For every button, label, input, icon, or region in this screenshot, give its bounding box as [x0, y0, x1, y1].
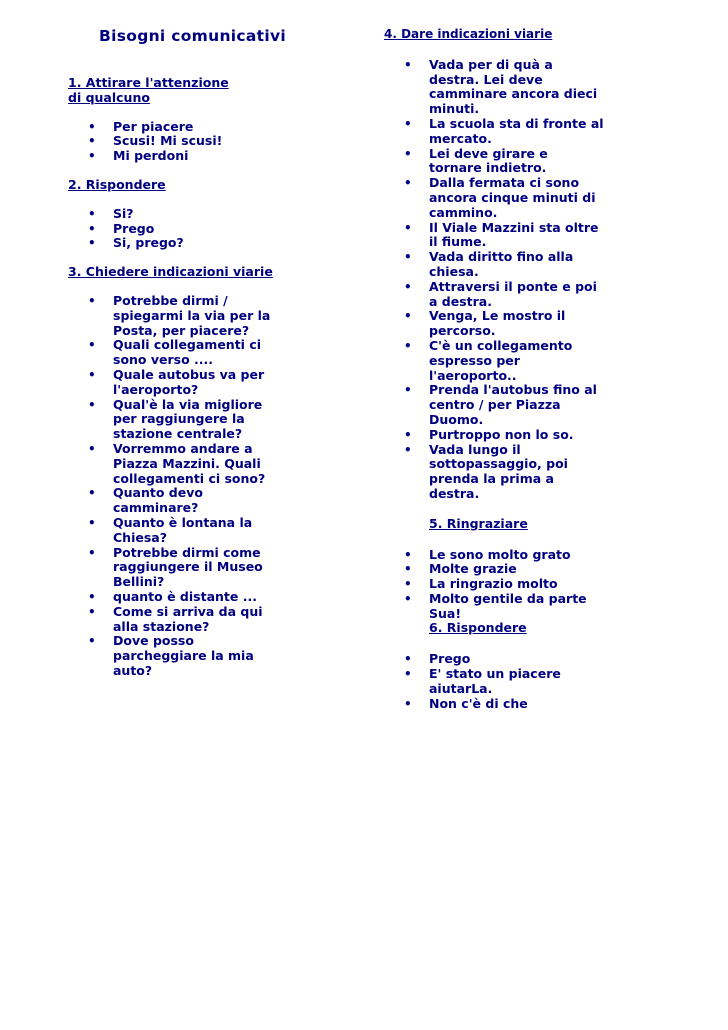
section-list-5 [384, 548, 614, 622]
list-item: • Il Viale Mazzini sta oltre il fiume. [384, 221, 604, 251]
list-item: • Prego [68, 222, 283, 237]
list-item: • Le sono molto grato [384, 548, 604, 563]
list-item: • Quali collegamenti ci sono verso .... [68, 338, 283, 368]
list-item: • Prenda l'autobus fino al centro / per Piazza Duomo. [384, 383, 604, 427]
section-list-1 [68, 120, 368, 164]
list-item: • Purtroppo non lo so. [384, 428, 604, 443]
list-item: • Quanto devo camminare? [68, 486, 283, 516]
list-item: • Attraversi il ponte e poi a destra. [384, 280, 604, 310]
list-item: • Qual'è la via migliore per raggiungere la stazione centrale? [68, 398, 283, 442]
list-item: • Mi perdoni [68, 149, 283, 164]
section-heading-2: 2. Rispondere [68, 176, 166, 192]
list-item: • Non c'è di che [384, 697, 604, 712]
section-list-2 [68, 207, 368, 251]
list-item: • Si, prego? [68, 236, 283, 251]
section-heading-5: 5. Ringraziare [429, 515, 528, 531]
list-item: • Vada lungo il sottopassaggio, poi prenda la prima a destra. [384, 443, 604, 502]
section-heading-1: 1. Attirare l'attenzione di qualcuno [68, 75, 229, 105]
list-item: • Dalla fermata ci sono ancora cinque minuti di cammino. [384, 176, 604, 220]
section-heading-3: 3. Chiedere indicazioni viarie [68, 264, 273, 280]
left-column [68, 27, 368, 679]
section-list-4 [384, 58, 614, 502]
list-item: • Venga, Le mostro il percorso. [384, 309, 604, 339]
section-heading-4: 4. Dare indicazioni viarie [384, 27, 553, 41]
list-item: • Come si arriva da qui alla stazione? [68, 605, 283, 635]
list-item: • Molte grazie [384, 562, 604, 577]
right-column [384, 27, 614, 711]
list-item: • Vada per di quà a destra. Lei deve camminare ancora dieci minuti. [384, 58, 604, 117]
list-item: • Prego [384, 652, 604, 667]
list-item: • Quanto è lontana la Chiesa? [68, 516, 283, 546]
page-title: Bisogni comunicativi [99, 27, 286, 45]
list-item: • Quale autobus va per l'aeroporto? [68, 368, 283, 398]
list-item: • Vorremmo andare a Piazza Mazzini. Quali collegamenti ci sono? [68, 442, 283, 486]
list-item: • Molto gentile da parte Sua! [384, 592, 604, 622]
section-list-3 [68, 294, 368, 679]
list-item: • La scuola sta di fronte al mercato. [384, 117, 604, 147]
list-item: • E' stato un piacere aiutarLa. [384, 667, 604, 697]
list-item: • Potrebbe dirmi come raggiungere il Museo Bellini? [68, 546, 283, 590]
list-item: • quanto è distante ... [68, 590, 283, 605]
list-item: • Vada diritto fino alla chiesa. [384, 250, 604, 280]
list-item: • Scusi! Mi scusi! [68, 134, 283, 149]
list-item: • Dove posso parcheggiare la mia auto? [68, 634, 283, 678]
section-list-6 [384, 652, 614, 711]
list-item: • Per piacere [68, 120, 283, 135]
list-item: • Potrebbe dirmi / spiegarmi la via per la Posta, per piacere? [68, 294, 283, 338]
list-item: • C'è un collegamento espresso per l'aeroporto.. [384, 339, 604, 383]
list-item: • Lei deve girare e tornare indietro. [384, 147, 604, 177]
list-item: • Si? [68, 207, 283, 222]
section-heading-6: 6. Rispondere [429, 620, 527, 636]
list-item: • La ringrazio molto [384, 577, 604, 592]
